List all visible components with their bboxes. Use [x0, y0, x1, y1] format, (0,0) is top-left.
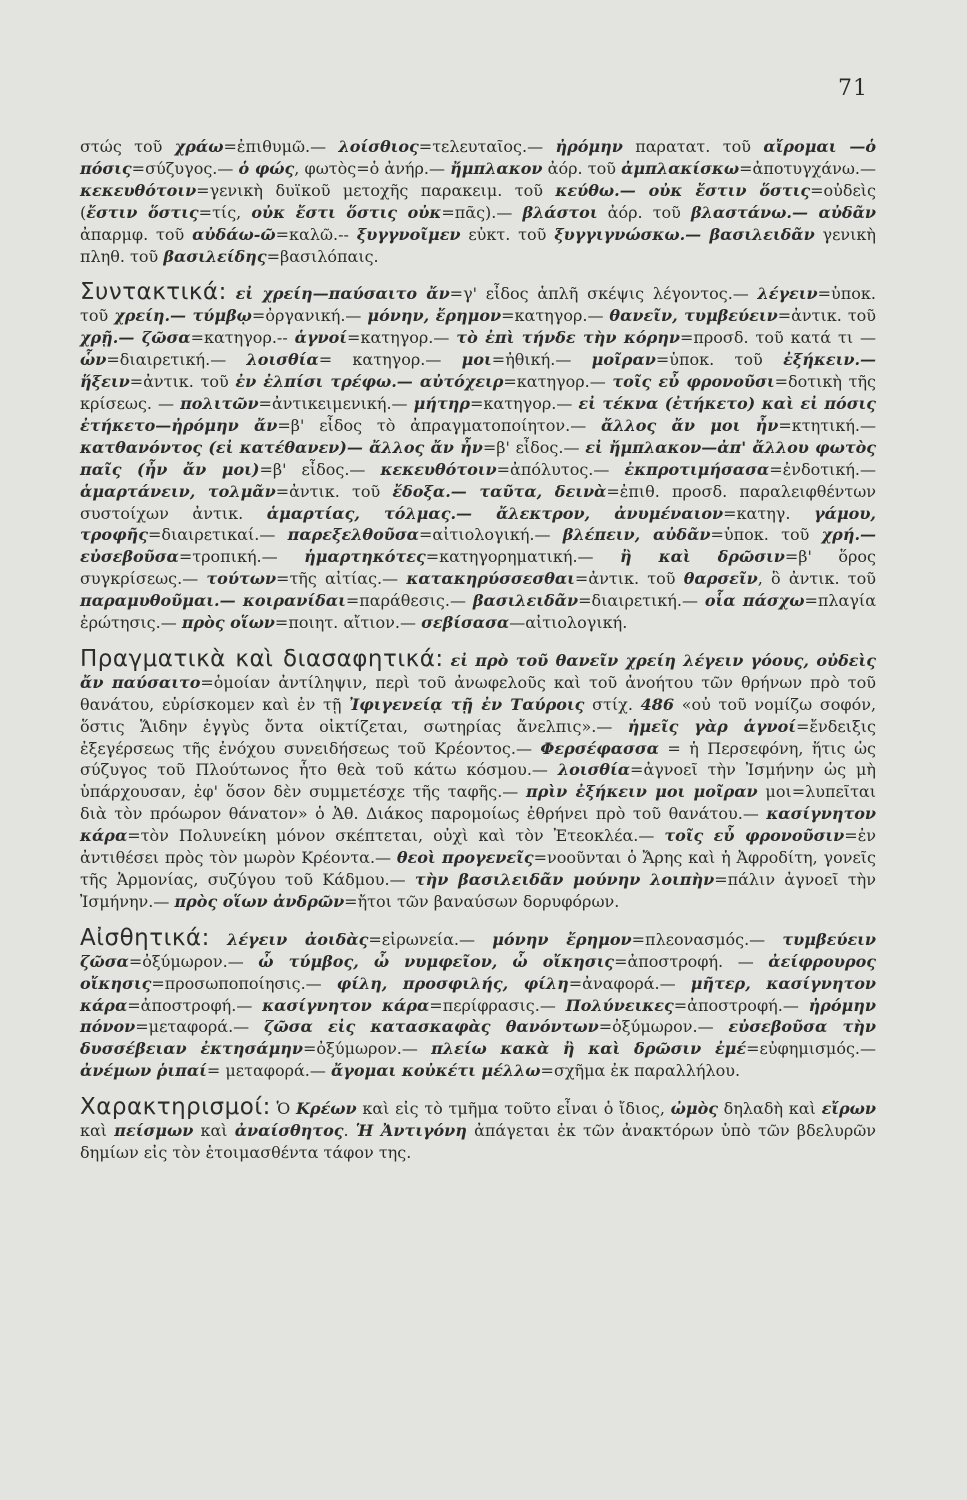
glossed-term: κεκευθότοιν — [80, 180, 197, 200]
glossed-term: βασιλειδᾶν — [472, 591, 579, 611]
text-run: ἀόρ. τοῦ — [597, 202, 691, 222]
glossed-term: βασιλείδης — [163, 246, 267, 266]
text-run: =διαιρετική.— — [106, 350, 247, 370]
text-run: =ἤτοι τῶν βαναύσων δορυφόρων. — [344, 891, 620, 911]
glossed-term: κατακηρύσσεσθαι — [406, 569, 575, 589]
glossed-term: μῆτερ, κασίγνητον κάρα — [80, 973, 876, 1015]
text-run: =ὀξύμωρον.— — [128, 951, 259, 971]
text-run: =ἀντικ. τοῦ — [129, 372, 236, 392]
text-run: =ἀποστροφή. — — [614, 951, 769, 971]
text-run: —αἰτιολογική. — [509, 613, 628, 633]
glossed-term: χράω — [174, 137, 224, 156]
glossed-term: τοῖς εὖ φρονοῦσι — [612, 372, 775, 392]
text-run: =σύζυγος.— — [131, 158, 239, 178]
paragraph-charaktirismoi — [80, 1094, 877, 1164]
text-run: =ἀγνοεῖ τὴν Ἰσμήνην ὡς μὴ ὑπάρχουσαν, ἐφ' ὅσον δὲν συμμετέσχε τῆς ταφῆς.— — [80, 760, 876, 802]
glossed-term: ἐκπροτιμήσασα — [624, 459, 770, 479]
text-run: =εἰρωνεία.— — [368, 929, 493, 949]
text-run: . — [343, 1121, 356, 1141]
glossed-term: ἠρόμην πόνον — [80, 995, 876, 1037]
page-number: 71 — [838, 76, 868, 101]
text-run: στίχ. — [584, 694, 641, 714]
text-run: =β' εἶδος.— — [259, 459, 381, 479]
glossed-term: 486 — [640, 694, 675, 714]
text-run: =παράθεσις.— — [345, 591, 473, 611]
text-run: =κατηγορ.— — [501, 306, 610, 326]
text-run: =σχῆμα ἐκ παραλλήλου. — [540, 1061, 741, 1081]
section-heading-charaktirismoi: Χαρακτηρισμοί: — [80, 1094, 271, 1121]
text-run: =ἀποστροφή.— — [127, 995, 263, 1015]
text-run: καὶ — [80, 1121, 115, 1141]
glossed-term: χρείη.— τύμβῳ — [114, 306, 252, 326]
glossed-term: πρὶν ἐξήκειν μοι μοῖραν — [526, 782, 758, 802]
glossed-term: μοι — [461, 350, 492, 370]
text-run: =ὁμοίαν ἀντίληψιν, περὶ τοῦ ἀνωφελοῦς καὶ τοῦ ἀνοήτου τῶν θρήνων πρὸ τοῦ θανάτου, εὑρίσκομεν καὶ ἐν τῇ — [80, 672, 877, 714]
text-run: =ἠθική.— — [491, 350, 592, 370]
paragraph-syntaktika — [80, 279, 877, 634]
page-text — [80, 136, 876, 1164]
text-run: =ὑποκ. τοῦ — [80, 284, 876, 326]
text-run: = ἡ Περσεφόνη, ἥτις ὡς σύζυγος τοῦ Πλούτωνος ἦτο θεὰ τοῦ κάτω κόσμου.— — [80, 738, 876, 780]
paragraph-body — [80, 284, 876, 632]
paragraph-body — [80, 651, 876, 911]
text-run: =τὸν Πολυνείκη μόνον σκέπτεται, οὐχὶ καὶ τὸν Ἐτεοκλέα.— — [127, 826, 665, 846]
glossed-term: τὸ ἐπὶ τήνδε τὴν κόρην — [456, 328, 680, 348]
glossed-term: πρὸς οἵων ἀνδρῶν — [174, 891, 345, 911]
glossed-term: μοῖραν — [591, 350, 656, 370]
text-run: =ποιητ. αἴτιον.— — [274, 613, 422, 633]
text-run: =περίφρασις.— — [429, 995, 566, 1015]
glossed-term: μήτηρ — [413, 393, 470, 413]
glossed-term: πρὸς οἵων — [181, 613, 275, 633]
text-run: , ὃ ἀντικ. τοῦ — [757, 569, 877, 589]
text-run: , φωτὸς=ὁ ἀνήρ.— — [294, 158, 451, 178]
glossed-term: ὠμὸς — [670, 1099, 718, 1119]
glossed-term: ξυγγιγνώσκω.— βασιλειδᾶν — [554, 224, 815, 244]
glossed-term: ἀμπλακίσκω — [621, 158, 740, 178]
text-run: Ὁ — [270, 1099, 297, 1119]
glossed-term: Φερσέφασσα — [540, 738, 659, 758]
text-run: =ὑποκ. τοῦ — [710, 525, 822, 545]
text-run: =ὑποκ. τοῦ — [655, 350, 784, 370]
glossed-term: κασίγνητον κάρα — [80, 804, 876, 846]
text-run: =τροπική.— — [178, 547, 305, 567]
text-run: ἀπάγεται ἐκ τῶν ἀνακτόρων ὑπὸ τῶν βδελυρῶν δημίων εἰς τὸν ἑτοιμασθέντα τάφον της. — [80, 1121, 877, 1162]
glossed-term: εὐσεβοῦσα τὴν δυσσέβειαν ἐκτησάμην — [80, 1017, 877, 1059]
glossed-term: ἡμεῖς γὰρ ἁγνοί — [627, 716, 797, 736]
text-run: =β' ὅρος συγκρίσεως.— — [80, 547, 877, 589]
glossed-term: ἁγνοί — [294, 328, 348, 348]
text-run: =ἐπιθ. προσδ. παραλειφθέντων συστοίχων ἀντικ. — [80, 481, 877, 523]
text-run: γενικὴ πληθ. τοῦ — [80, 224, 876, 266]
paragraph-pragmatika — [80, 645, 877, 913]
glossed-term: Κρέων — [296, 1099, 357, 1119]
glossed-term: ζῶσα εἰς κατασκαφὰς θανόντων — [263, 1017, 599, 1037]
glossed-term: ἁμαρτίας, τόλμας.— ἄλεκτρον, ἀνυμέναιον — [266, 503, 724, 523]
glossed-term: τοῖς εὖ φρονοῦσιν — [664, 826, 845, 846]
text-run: = μεταφορά.— — [206, 1061, 331, 1081]
paragraph-aisthitika — [80, 924, 877, 1082]
text-run: =ἀντικ. τοῦ — [275, 481, 393, 501]
glossed-term: τυμβεύειν ζῶσα — [80, 929, 877, 971]
glossed-term: θεοὶ προγενεῖς — [396, 848, 534, 868]
glossed-term: ξυγγνοῖμεν — [356, 224, 461, 244]
glossed-term: πείσμων — [114, 1121, 194, 1141]
text-run: =ἐπιθυμῶ.— — [223, 137, 339, 156]
text-run: =ἀποστροφή.— — [673, 995, 809, 1015]
glossed-term: ὁ φώς — [238, 158, 295, 178]
glossed-term: αἴρομαι —ὁ πόσις — [80, 137, 876, 178]
glossed-term: χρῇ.— ζῶσα — [80, 328, 191, 348]
text-run: =διαιρετικαί.— — [147, 525, 288, 545]
text-run: =β' εἶδος.— — [482, 437, 586, 457]
glossed-term: σεβίσασα — [421, 613, 510, 633]
text-run: =κτητική.— — [778, 415, 877, 435]
text-run: =ἀπόλυτος.— — [496, 459, 625, 479]
glossed-term: λέγειν — [757, 284, 818, 304]
glossed-term: λοισθία — [246, 350, 319, 370]
glossed-term: λοίσθιος — [338, 137, 419, 156]
glossed-term: ἡμαρτηκότες — [304, 547, 426, 567]
glossed-term: λοισθία — [557, 760, 631, 780]
glossed-term: ἔστιν ὅστις — [86, 202, 199, 222]
glossed-term: λέγειν ἀοιδὰς — [227, 929, 369, 949]
text-run: =πάλιν ἀγνοεῖ τὴν Ἰσμήνην.— — [80, 870, 876, 911]
text-run: =οὐδεὶς ( — [80, 180, 877, 222]
section-heading-aisthitika: Αἰσθητικά: — [80, 924, 210, 951]
glossed-term: πλείω κακὰ ἢ καὶ δρῶσιν ἐμέ — [431, 1039, 747, 1059]
text-run: δηλαδὴ καὶ — [717, 1099, 822, 1119]
paragraph-body — [80, 930, 876, 1080]
text-run: =ἀντικ. τοῦ — [777, 306, 877, 326]
glossed-term: γάμου, τροφῆς — [80, 503, 876, 545]
glossed-term: εἰ πρὸ τοῦ θανεῖν χρείη λέγειν γόους, οὐδεὶς ἄν παύσαιτο — [80, 650, 876, 692]
glossed-term: Ἡ Ἀντιγόνη — [355, 1121, 467, 1141]
glossed-term: εἰ τέκνα (ἐτήκετο) καὶ εἰ πόσις ἐτήκετο—ἠρόμην ἄν — [80, 393, 877, 435]
text-run: εὐκτ. τοῦ — [460, 224, 555, 244]
glossed-term: οἷα πάσχω — [704, 591, 805, 611]
text-run: =προσδ. τοῦ κατά τι — — [679, 328, 877, 348]
text-run — [227, 284, 236, 303]
text-run: =τῆς αἰτίας.— — [276, 569, 407, 589]
glossed-term: πολιτῶν — [180, 393, 259, 413]
glossed-term: Ἰφιγενείᾳ τῇ ἐν Ταύροις — [349, 694, 585, 714]
text-run: =κατηγορ.— — [503, 372, 613, 392]
glossed-term: παρεξελθοῦσα — [287, 525, 419, 545]
text-run: =κατηγορ.-- — [190, 328, 295, 348]
text-run: παρατατ. τοῦ — [622, 137, 764, 156]
glossed-term: εἰ χρείη—παύσαιτο ἄν — [235, 284, 450, 304]
text-run: =εὐφημισμός.— — [746, 1039, 877, 1059]
glossed-term: θανεῖν, τυμβεύειν — [609, 306, 778, 326]
text-run: =ἀντικειμενική.— — [258, 393, 414, 413]
text-run: =πλαγία ἐρώτησις.— — [80, 591, 876, 633]
glossed-term: παραμυθοῦμαι.— κοιρανίδαι — [80, 591, 346, 611]
text-run: =αἰτιολογική.— — [418, 525, 563, 545]
text-run: =πλεονασμός.— — [631, 929, 783, 949]
text-run: καὶ — [193, 1121, 235, 1141]
text-run: =ἀποτυγχάνω.— — [739, 158, 876, 178]
text-run: =προσωποποίησις.— — [151, 973, 337, 993]
text-run: μοι=λυπεῖται διὰ τὸν πρόωρον θάνατον» ὁ Ἀθ. Διάκος παρομοίως ἐθρήνει πρὸ τοῦ θανάτου.— — [80, 782, 877, 824]
glossed-term: τούτων — [206, 569, 277, 589]
text-run: στώς τοῦ — [80, 137, 175, 156]
text-run: =καλῶ.-- — [275, 224, 357, 244]
glossed-term: ἀείφρουρος οἴκησις — [80, 951, 877, 993]
text-run: =διαιρετική.— — [578, 591, 705, 611]
text-run: =ὀργανική.— — [251, 306, 368, 326]
text-run: =τίς, — [198, 202, 252, 222]
section-heading-syntaktika: Συντακτικά: — [80, 279, 227, 306]
glossed-term: μόνην ἔρημον — [492, 929, 632, 949]
glossed-term: κεύθω.— οὐκ ἔστιν ὅστις — [555, 180, 811, 200]
text-run: «οὐ τοῦ νομίζω σοφόν, ὅστις Ἅιδην ἐγγὺς ὄντα οἰκτίζεται, σωτηρίας ἄνελπις».— — [80, 694, 877, 736]
glossed-term: ἔδοξα.— ταῦτα, δεινὰ — [392, 481, 607, 501]
paragraph-body — [80, 137, 876, 266]
glossed-term: Πολύνεικες — [565, 995, 674, 1015]
glossed-term: ἁμαρτάνειν, τολμᾶν — [80, 481, 276, 501]
glossed-term: ἐξήκειν.— ἥξειν — [80, 350, 877, 392]
glossed-term: μόνην, ἔρημον — [367, 306, 502, 326]
glossed-term: φίλη, προσφιλής, φίλη — [336, 973, 569, 993]
text-run: =κατηγορηματική.— — [425, 547, 621, 567]
text-run: ἀπαρμφ. τοῦ — [80, 224, 193, 244]
paragraph-continuation — [80, 136, 876, 267]
text-run: =ὀξύμωρον.— — [598, 1017, 729, 1037]
text-run: =ἐν ἀντιθέσει πρὸς τὸν μωρὸν Κρέοντα.— — [80, 826, 876, 868]
text-run: =βασιλόπαις. — [266, 246, 379, 266]
glossed-term: τὴν βασιλειδᾶν μούνην λοιπὴν — [414, 870, 715, 889]
text-run: =ἀναφορά.— — [568, 973, 691, 993]
glossed-term: βλαστάνω.— αὐδᾶν — [691, 202, 877, 222]
glossed-term: βλάστοι — [522, 202, 598, 222]
text-run: =γενικὴ δυϊκοῦ μετοχῆς παρακειμ. τοῦ — [196, 180, 556, 200]
text-run: = κατηγορ.— — [318, 350, 462, 370]
text-run: =ὀξύμωρον.— — [303, 1039, 432, 1059]
text-run: =ἐνδοτική.— — [769, 459, 876, 479]
text-run: =κατηγ. — [723, 503, 815, 523]
glossed-term: οὐκ ἔστι ὅστις οὐκ — [251, 202, 442, 222]
glossed-term: κατθανόντος (εἰ κατέθανεν)— ἄλλος ἄν ἦν — [80, 437, 483, 457]
glossed-term: ὦ τύμβος, ὦ νυμφεῖον, ὦ οἴκησις — [258, 951, 615, 971]
glossed-term: ἤμπλακον — [450, 158, 543, 178]
text-run: καὶ εἰς τὸ τμῆμα τοῦτο εἶναι ὁ ἴδιος, — [356, 1099, 671, 1119]
text-run: =δοτικὴ τῆς κρίσεως. — — [80, 372, 877, 413]
glossed-term: χρή.— εὐσεβοῦσα — [80, 525, 877, 567]
glossed-term: βλέπειν, αὐδᾶν — [562, 525, 711, 545]
text-run: =ἔνδειξις ἐξεγέρσεως τῆς ἐνόχου συνειδήσεως τοῦ Κρέοντος.— — [80, 716, 876, 758]
glossed-term: κεκευθότοιν — [380, 459, 497, 479]
text-run: =μεταφορά.— — [135, 1017, 264, 1037]
glossed-term: αὐδάω-ῶ — [192, 224, 276, 244]
text-run: =τελευταῖος.— — [418, 137, 556, 156]
text-run: =κατηγορ.— — [469, 393, 579, 413]
glossed-term: θαρσεῖν — [683, 569, 758, 589]
glossed-term: ἄγομαι κοὐκέτι μέλλω — [330, 1061, 541, 1081]
text-run: =γ' εἶδος ἁπλῆ σκέψις λέγοντος.— — [449, 284, 758, 304]
text-run — [210, 930, 227, 949]
text-run: =πᾶς).— — [441, 202, 523, 222]
text-run: =νοοῦνται ὁ Ἄρης καὶ ἡ Ἀφροδίτη, γονεῖς τῆς Ἁρμονίας, συζύγου τοῦ Κάδμου.— — [80, 848, 876, 889]
glossed-term: κασίγνητον κάρα — [262, 995, 430, 1015]
glossed-term: ἄλλος ἄν μοι ἦν — [601, 415, 779, 435]
glossed-term: ἀνέμων ῥιπαί — [80, 1061, 207, 1081]
glossed-term: εἴρων — [821, 1099, 877, 1119]
text-run: ἀόρ. τοῦ — [542, 158, 622, 178]
glossed-term: ὧν — [80, 350, 107, 370]
text-run: =ἀντικ. τοῦ — [574, 569, 684, 589]
glossed-term: ἢ καὶ δρῶσιν — [620, 547, 785, 567]
text-run: =κατηγορ.— — [347, 328, 457, 348]
glossed-term: ἐν ἐλπίσι τρέφω.— αὐτόχειρ — [235, 372, 504, 392]
text-run: =β' εἶδος τὸ ἀπραγματοποίητον.— — [277, 415, 602, 435]
glossed-term: ἠρόμην — [555, 137, 623, 156]
glossed-term: εἰ ἤμπλακον—ἀπ' ἄλλου φωτὸς παῖς (ἦν ἄν μοι) — [80, 437, 876, 479]
glossed-term: ἀναίσθητος — [234, 1121, 344, 1141]
section-heading-pragmatika: Πραγματικὰ καὶ διασαφητικά: — [80, 645, 444, 672]
